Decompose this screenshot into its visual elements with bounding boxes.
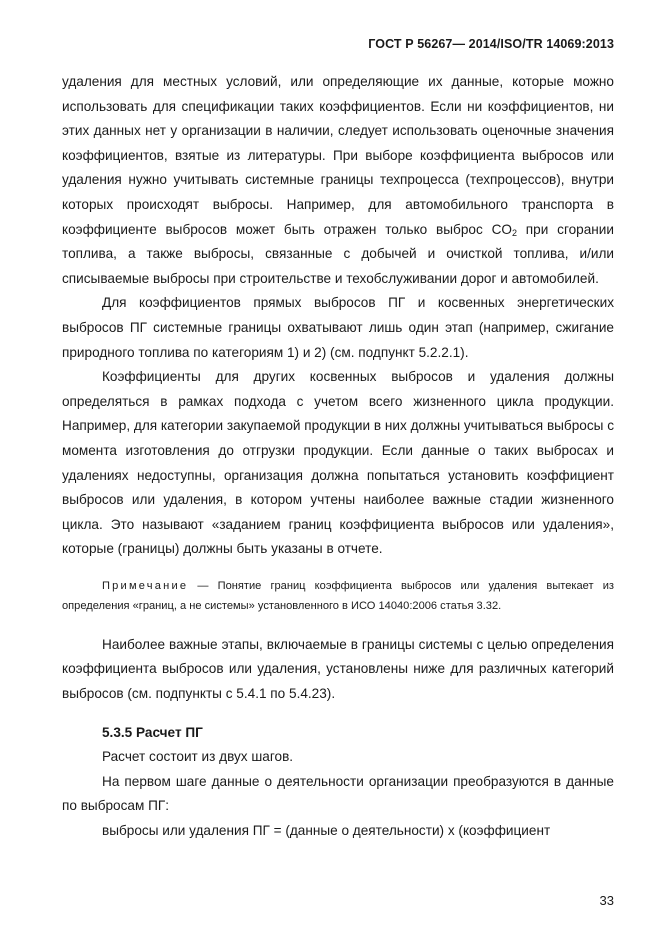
paragraph-calculation-steps: Расчет состоит из двух шагов. [102, 749, 294, 765]
paragraph-indirect-emissions: Коэффициенты для других косвенных выбросов и удаления должны определяться в рамках подхода с учетом всего жизненного цикла продукции. Например, для категории закупаемой продукции в них должны учитываться выбросы с момента изготовления до отгрузки продукции. Если данные о таких выбросах и удалениях недоступны, организация должна попытаться установить коэффициент выбросов или удаления, в котором учтены наиболее важные стадии жизненного цикла. Это называют «заданием границ коэффициента выбросов или удаления», которые (границы) должны быть указаны в отчете. [62, 369, 614, 557]
note [62, 576, 614, 617]
paragraph-1-text-b: при сгорании топлива, а также выбросы, связанные с добычей и очисткой топлива, и/или списываемые выбросы при строительстве и техобслуживании дорог и автомобилей. [62, 221, 614, 286]
section-heading: 5.3.5 Расчет ПГ [102, 724, 203, 740]
paragraph-important-stages: Наиболее важные этапы, включаемые в границы системы с целью определения коэффициента выбросов или удаления, установлены ниже для различных категорий выбросов (см. подпункты с 5.4.1 по 5.4.23). [62, 636, 614, 702]
paragraph-first-step: На первом шаге данные о деятельности организации преобразуются в данные по выбросам ПГ: [62, 773, 614, 814]
paragraph-1-text-a: удаления для местных условий, или определяющие их данные, которые можно использовать для спецификации таких коэффициентов. Если ни коэффициентов, ни этих данных нет у организации в наличии, следует использовать оценочные значения коэффициентов, взятые из литературы. При выборе коэффициента выбросов или удаления нужно учитывать системные границы техпроцесса (техпроцессов), внутри которых происходят выбросы. Например, для автомобильного транспорта в коэффициенте выбросов может быть отражен только выброс CO [62, 74, 614, 237]
document-header: ГОСТ Р 56267— 2014/ISO/TR 14069:2013 [368, 37, 614, 51]
page-body [62, 70, 614, 844]
paragraph-direct-emissions: Для коэффициентов прямых выбросов ПГ и косвенных энергетических выбросов ПГ системные границы охватывают лишь один этап (например, сжигание природного топлива по категориям 1) и 2) (см. подпункт 5.2.2.1). [62, 295, 614, 360]
page-number: 33 [599, 893, 614, 908]
paragraph-formula: выбросы или удаления ПГ = (данные о деятельности) х (коэффициент [102, 823, 551, 839]
note-label: Примечание [102, 579, 189, 592]
note-text: — Понятие границ коэффициента выбросов или удаления вытекает из определения «границ, а не системы» установленного в ИСО 14040:2006 статья 3.32. [62, 579, 614, 613]
paragraph-continuation [62, 70, 614, 291]
co2-subscript: 2 [511, 227, 517, 238]
